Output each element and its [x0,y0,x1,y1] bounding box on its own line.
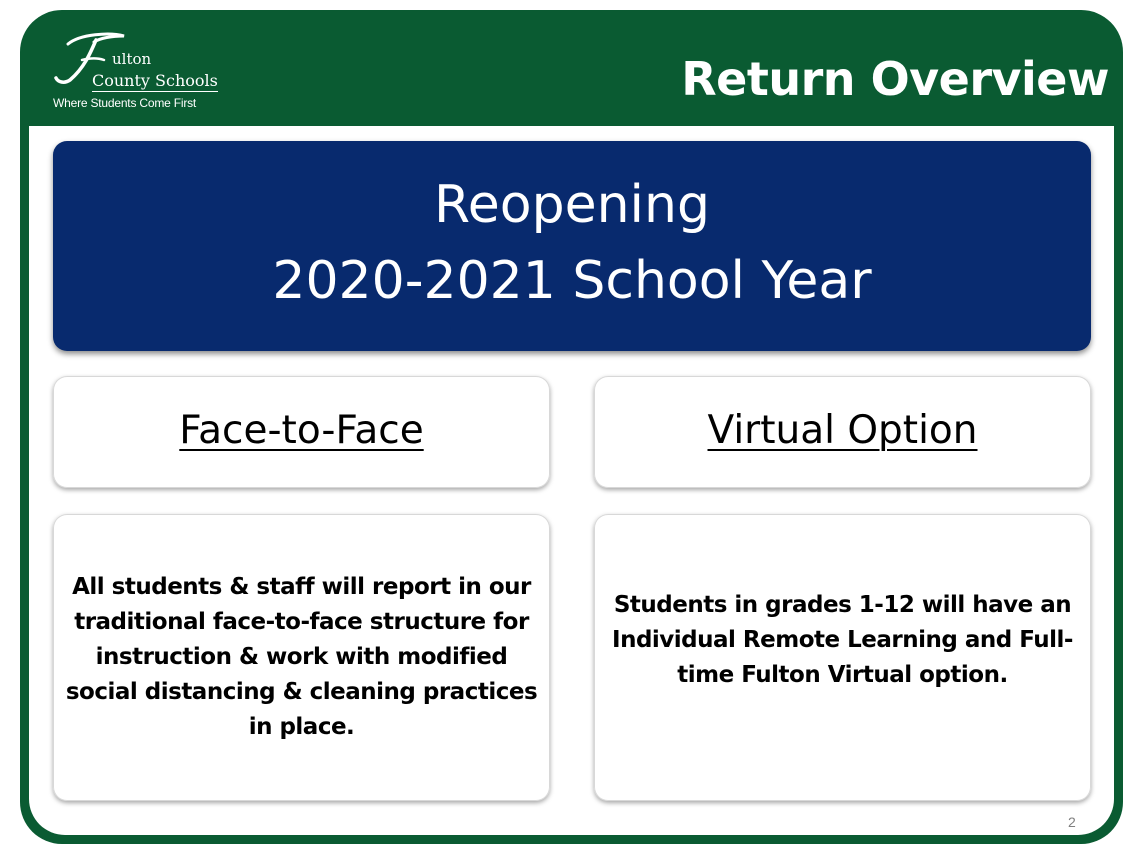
face-to-face-heading-card [53,376,550,488]
reopening-banner [53,141,1091,351]
virtual-option-heading: Virtual Option [707,408,978,453]
virtual-option-description: Students in grades 1-12 will have an Individual Remote Learning and Full-time Fulton Virtual option. [612,592,1073,688]
face-to-face-description: All students & staff will report in our traditional face-to-face structure for instruction & work with modified social distancing & cleaning practices in place. [65,574,538,740]
banner-subtitle: 2020-2021 School Year [272,251,872,311]
logo-text-county-schools: County Schools [92,71,218,90]
face-to-face-description-card [53,514,550,801]
logo-tagline: Where Students Come First [53,96,197,110]
face-to-face-heading: Face-to-Face [179,408,424,453]
fulton-county-schools-logo [50,30,230,114]
virtual-option-heading-card [594,376,1091,488]
logo-text-fulton: ulton [112,50,152,68]
banner-title: Reopening [434,175,710,235]
virtual-option-description-card [594,514,1091,801]
page-number: 2 [1068,814,1076,830]
page-title: Return Overview [681,52,1109,106]
